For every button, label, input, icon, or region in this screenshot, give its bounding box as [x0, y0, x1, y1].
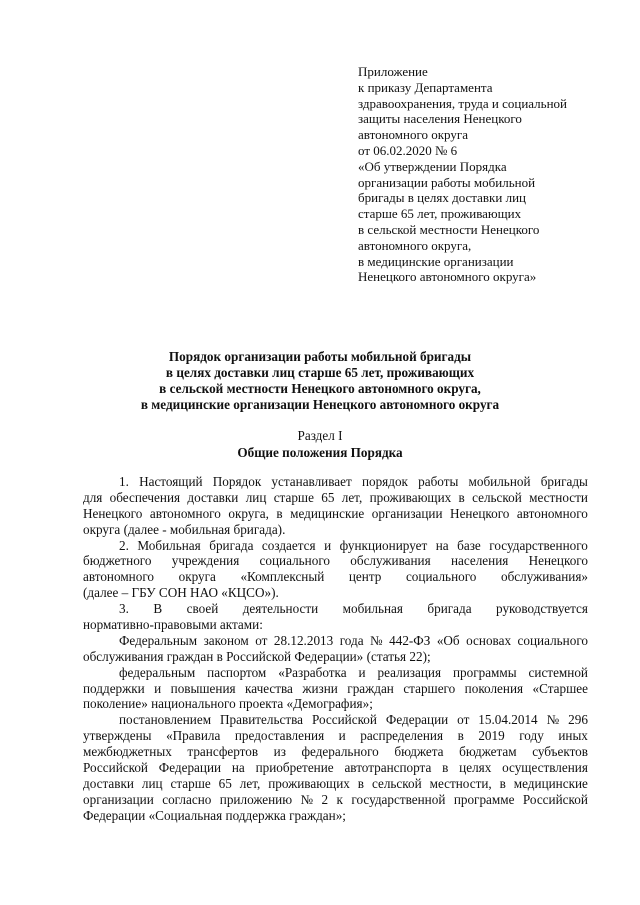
word: 65	[321, 489, 335, 505]
word: Правительства	[220, 712, 304, 728]
word: обслуживания»	[500, 569, 588, 585]
word: паспортом	[207, 664, 267, 680]
paragraph-line: поколение» национального проекта «Демография»;	[83, 696, 373, 712]
word: бюджетам	[459, 744, 517, 760]
word: Федерации	[385, 712, 449, 728]
word: приложению	[219, 791, 293, 807]
word: в	[458, 489, 465, 505]
appendix-line: от 06.02.2020 № 6	[358, 142, 458, 158]
word: Федеральным	[119, 632, 198, 648]
word: согласно	[162, 791, 212, 807]
word: в	[457, 728, 464, 744]
appendix-line: в медицинские организации	[358, 253, 514, 269]
title-line: в медицинские организации Ненецкого автономного округа	[140, 397, 500, 412]
word: Настоящий	[139, 474, 203, 489]
word: 28.12.2013	[273, 632, 334, 648]
appendix-line: автономного округа,	[358, 237, 472, 253]
word: населения	[450, 553, 509, 569]
word: году	[519, 728, 544, 744]
word: Российской	[311, 712, 377, 728]
paragraph-line	[83, 728, 588, 744]
word: на	[231, 760, 245, 776]
word: бригада	[209, 537, 254, 553]
word: в	[276, 505, 283, 521]
word: субъектов	[532, 744, 588, 760]
word: жизни	[302, 680, 338, 696]
appendix-line: организации работы мобильной	[358, 174, 536, 190]
word: реализация	[377, 664, 442, 680]
word: программы	[452, 664, 517, 680]
word: социального	[517, 632, 588, 648]
word: автономного	[83, 569, 155, 585]
paragraph-line	[83, 553, 588, 569]
appendix-line: Ненецкого автономного округа»	[358, 269, 537, 285]
word: в	[442, 760, 449, 776]
word: Ненецкого	[528, 553, 588, 569]
word: устанавливает	[271, 474, 352, 489]
word: граждан	[347, 680, 394, 696]
word: в	[499, 775, 506, 791]
paragraph-line	[83, 601, 588, 617]
word: «Об	[436, 632, 460, 648]
word: программе	[453, 791, 515, 807]
paragraph-line: Федерации «Социальная поддержка граждан»;	[83, 807, 346, 823]
paragraph-line	[83, 760, 588, 776]
word: предоставления	[234, 728, 325, 744]
paragraph-line	[83, 490, 588, 506]
paragraph-line	[83, 681, 588, 697]
word: №	[370, 632, 383, 648]
word: качества	[245, 680, 293, 696]
word: бригада	[427, 601, 472, 617]
appendix-line: Приложение	[358, 64, 428, 79]
title-line: в сельской местности Ненецкого автономного округа,	[159, 381, 481, 396]
word: 1.	[119, 474, 129, 489]
body-text	[83, 474, 588, 824]
word: на	[435, 537, 449, 553]
word: «Комплексный	[240, 569, 325, 585]
word: №	[546, 712, 560, 728]
word: автономного	[149, 505, 221, 521]
word: приобретение	[255, 760, 334, 776]
word: 3.	[119, 601, 129, 617]
word: мобильной	[468, 474, 531, 489]
word: порядок	[361, 474, 408, 489]
word: постановлением	[119, 712, 212, 728]
word: бригады	[540, 474, 588, 489]
word: 65	[218, 775, 232, 791]
word: от	[255, 632, 268, 648]
word: государственной	[351, 791, 446, 807]
paragraph-line	[83, 776, 588, 792]
word: доставки	[83, 775, 134, 791]
paragraph-line	[83, 712, 588, 728]
word: и	[338, 728, 346, 744]
paragraph-line	[83, 665, 588, 681]
word: года	[339, 632, 364, 648]
paragraph-line	[83, 633, 588, 649]
appendix-line: «Об утверждении Порядка	[358, 158, 507, 174]
section-number: Раздел I	[297, 428, 343, 443]
word: Мобильная	[137, 537, 201, 553]
word: федеральным	[119, 664, 196, 680]
word: бюджета	[394, 744, 444, 760]
section-title: Общие положения Порядка	[237, 445, 403, 460]
word: обеспечения	[109, 489, 181, 505]
word: руководствуется	[496, 601, 588, 617]
word: №	[300, 791, 314, 807]
word: «Правила	[166, 728, 221, 744]
word: старше	[170, 775, 211, 791]
word: доставки	[187, 489, 239, 505]
word: старшего	[403, 680, 456, 696]
word: базе	[457, 537, 481, 553]
word: создается	[261, 537, 316, 553]
word: иных	[558, 728, 588, 744]
word: медицинские	[290, 505, 365, 521]
paragraph-line	[83, 538, 588, 554]
word: межбюджетных	[83, 744, 172, 760]
appendix-line: к приказу Департамента	[358, 79, 493, 95]
appendix-line: старше 65 лет, проживающих	[358, 206, 522, 222]
paragraph-line: округа (далее - мобильная бригада).	[83, 521, 286, 537]
paragraph-line: (далее – ГБУ СОН НАО «КЦСО»).	[83, 585, 279, 601]
word: Ненецкого	[450, 505, 510, 521]
word: и	[154, 680, 162, 696]
word: старше	[273, 489, 314, 505]
word: 296	[568, 712, 588, 728]
appendix-line: здравоохранения, труда и социальной	[358, 95, 567, 111]
word: учреждения	[171, 553, 240, 569]
word: и	[324, 537, 332, 553]
paragraph-line: нормативно-правовыми актами:	[83, 617, 263, 633]
word: работы	[418, 474, 459, 489]
word: «Разработка	[278, 664, 347, 680]
word: бюджетного	[83, 553, 152, 569]
word: Российской	[522, 791, 588, 807]
appendix-line: в сельской местности Ненецкого	[358, 221, 540, 237]
word: из	[273, 744, 286, 760]
appendix-line: автономного округа	[358, 127, 468, 143]
word: медицинские	[513, 775, 588, 791]
word: лиц	[245, 489, 267, 505]
word: социального	[259, 553, 330, 569]
word: обслуживания	[350, 553, 431, 569]
word: к	[336, 791, 343, 807]
word: деятельности	[242, 601, 319, 617]
document-title	[60, 349, 580, 413]
word: округа,	[228, 505, 269, 521]
title-line: Порядок организации работы мобильной бригады	[168, 349, 472, 364]
word: законом	[203, 632, 249, 648]
paragraph-line	[83, 569, 588, 585]
appendix-line: бригады в целях доставки лиц	[358, 190, 526, 206]
word: мобильная	[342, 601, 403, 617]
word: социального	[405, 569, 477, 585]
word: в	[357, 775, 365, 791]
word: лиц	[141, 775, 163, 791]
word: местности	[529, 489, 588, 505]
word: 2.	[119, 537, 129, 553]
word: повышения	[170, 680, 236, 696]
word: «Старшее	[532, 680, 588, 696]
word: автотранспорта	[344, 760, 432, 776]
word: организации	[83, 791, 154, 807]
paragraph-line	[83, 744, 588, 760]
word: государственного	[489, 537, 588, 553]
word: местности,	[429, 775, 492, 791]
word: трансфертов	[187, 744, 259, 760]
word: Ненецкого	[83, 505, 143, 521]
word: сельской	[472, 489, 522, 505]
word: от	[457, 712, 470, 728]
word: проживающих	[268, 775, 350, 791]
paragraph-line: обслуживания граждан в Российской Федерации» (статья 22);	[83, 648, 431, 664]
word: функционирует	[339, 537, 428, 553]
word: центр	[348, 569, 382, 585]
word: лет,	[239, 775, 261, 791]
word: поддержки	[83, 680, 145, 696]
word: для	[83, 489, 103, 505]
word: системной	[528, 664, 588, 680]
appendix-line: защиты населения Ненецкого	[358, 111, 522, 127]
word: 442-ФЗ	[389, 632, 431, 648]
word: 15.04.2014	[478, 712, 538, 728]
word: лет,	[341, 489, 363, 505]
word: Порядок	[212, 474, 262, 489]
word: поколения	[464, 680, 524, 696]
word: своей	[186, 601, 219, 617]
paragraph-line	[83, 792, 588, 808]
word: осуществления	[502, 760, 588, 776]
word: и	[358, 664, 366, 680]
word: утверждены	[83, 728, 152, 744]
word: Федерации	[158, 760, 222, 776]
appendix-block	[358, 64, 608, 285]
paragraph-line	[83, 506, 588, 522]
word: 2	[321, 791, 329, 807]
word: 2019	[478, 728, 505, 744]
word: организации	[371, 505, 443, 521]
word: округа	[178, 569, 216, 585]
word: целях	[459, 760, 492, 776]
word: В	[153, 601, 163, 617]
word: автономного	[516, 505, 588, 521]
word: Российской	[83, 760, 148, 776]
word: федерального	[301, 744, 379, 760]
word: распределения	[360, 728, 444, 744]
word: сельской	[371, 775, 422, 791]
paragraph-line	[83, 474, 588, 490]
title-line: в целях доставки лиц старше 65 лет, проживающих	[165, 365, 475, 380]
word: проживающих	[369, 489, 452, 505]
word: основах	[466, 632, 512, 648]
